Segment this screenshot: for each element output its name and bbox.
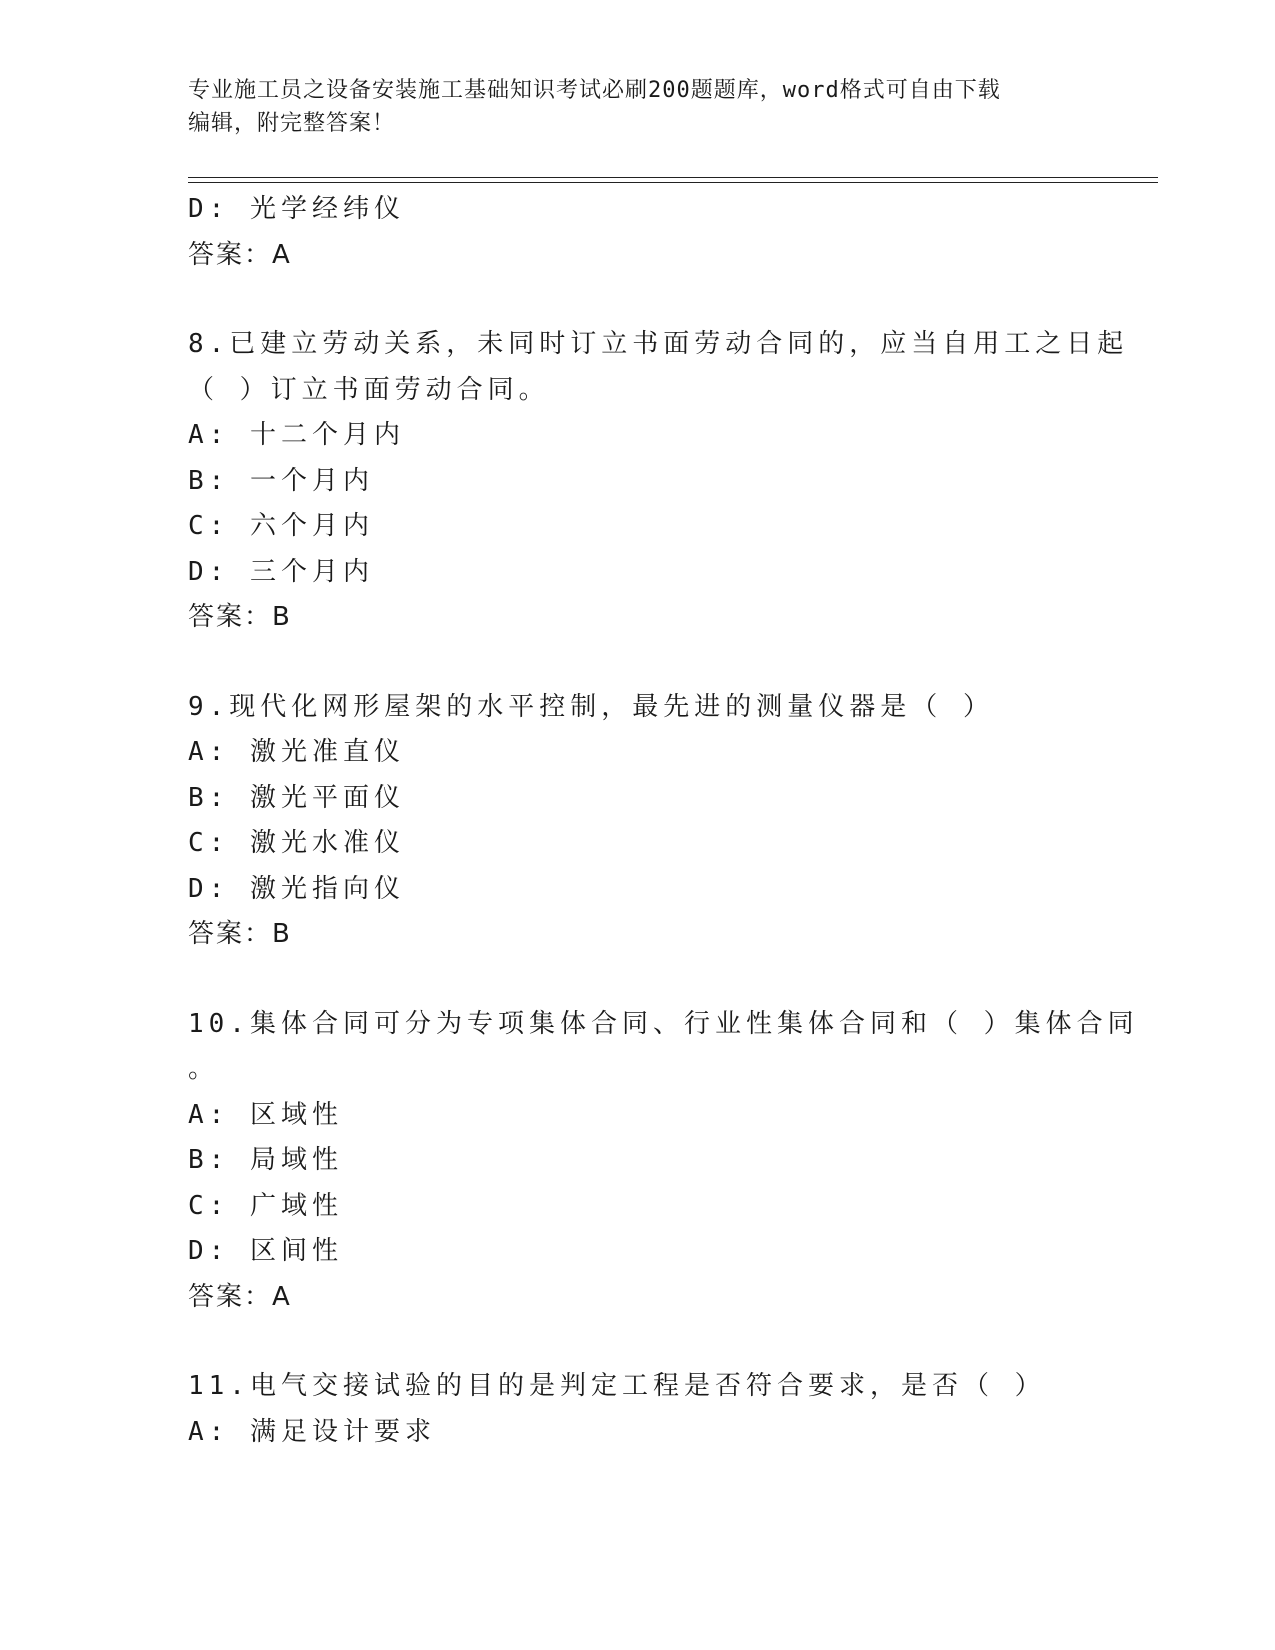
answer-line: 答案：B [188, 602, 292, 632]
option-a: A: 区域性 [188, 1099, 343, 1130]
option-c: C: 六个月内 [188, 511, 374, 541]
option-d: D: 区间性 [188, 1236, 343, 1266]
option-b: B: 激光平面仪 [188, 782, 405, 813]
question-stem: 11.电气交接试验的目的是判定工程是否符合要求，是否（ ） [188, 1371, 1046, 1401]
spacer [188, 1320, 1088, 1364]
option-a: A: 十二个月内 [188, 420, 405, 450]
question-stem-continued: 。 [188, 1054, 220, 1084]
option-c: C: 激光水准仪 [188, 828, 405, 858]
header-title-line-2: 编辑，附完整答案！ [188, 111, 396, 136]
question-9 [188, 685, 1088, 958]
option-d: D: 光学经纬仪 [188, 194, 405, 224]
header-title-line-1: 专业施工员之设备安装施工基础知识考试必刷200题题库，word格式可自由下载 [188, 78, 1001, 103]
question-10 [188, 1002, 1139, 1321]
answer-line: 答案：A [188, 1281, 292, 1312]
answer-line: 答案：B [188, 919, 292, 949]
option-d: D: 三个月内 [188, 556, 374, 587]
option-c: C: 广域性 [188, 1190, 343, 1221]
option-d: D: 激光指向仪 [188, 873, 405, 904]
spacer [188, 958, 1088, 1002]
option-a: A: 满足设计要求 [188, 1416, 436, 1447]
answer-line: 答案：A [188, 239, 292, 270]
header-divider-bottom [188, 182, 1158, 183]
question-stem: 8.已建立劳动关系，未同时订立书面劳动合同的，应当自用工之日起 [188, 329, 1129, 359]
question-list [188, 187, 1139, 1455]
spacer [188, 278, 1088, 322]
question-stem-continued: （ ）订立书面劳动合同。 [188, 374, 550, 405]
previous-question-tail [188, 187, 1088, 278]
question-stem: 9.现代化网形屋架的水平控制，最先进的测量仪器是（ ） [188, 691, 994, 722]
header-divider-top [188, 177, 1158, 178]
option-b: B: 局域性 [188, 1145, 343, 1175]
document-header [188, 74, 1078, 140]
spacer [188, 641, 1088, 685]
option-a: A: 激光准直仪 [188, 737, 405, 767]
question-11 [188, 1364, 1088, 1455]
question-8 [188, 322, 1129, 641]
option-b: B: 一个月内 [188, 465, 374, 496]
question-stem: 10.集体合同可分为专项集体合同、行业性集体合同和（ ）集体合同 [188, 1008, 1139, 1039]
